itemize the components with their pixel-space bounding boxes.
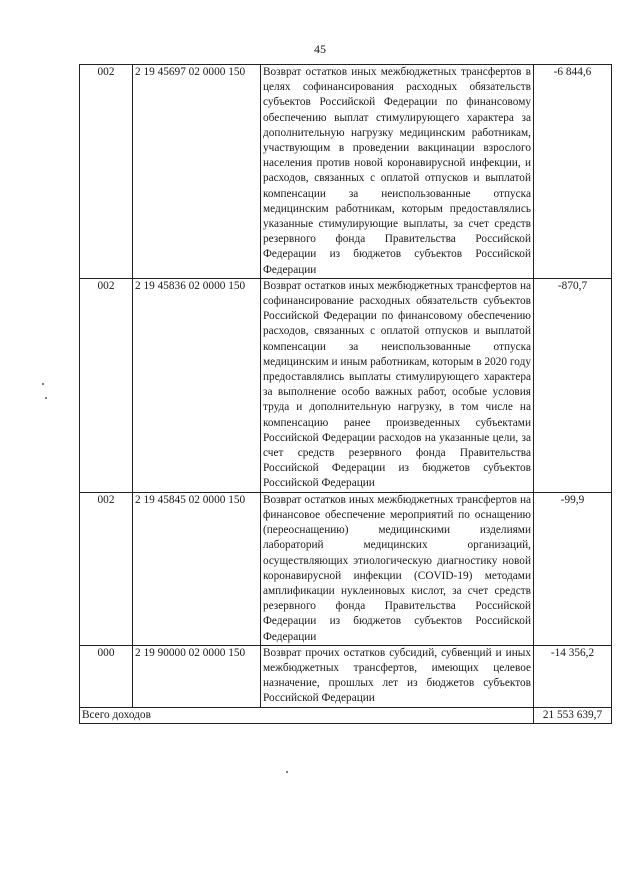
amount-cell: -14 356,2	[534, 645, 612, 707]
total-label: Всего доходов	[80, 707, 534, 723]
scan-speck	[286, 771, 288, 773]
revenue-name-cell: Возврат прочих остатков субсидий, субвенций и иных межбюджетных трансфертов, имеющих целевое назначение, прошлых лет из бюджетов субъектов Российской Федерации	[261, 645, 534, 707]
revenue-table	[79, 64, 612, 724]
scan-speck	[45, 397, 47, 399]
admin-code-cell: 002	[80, 278, 133, 492]
total-row	[80, 707, 612, 723]
scan-speck	[42, 383, 44, 385]
kbk-code-cell: 2 19 45697 02 0000 150	[133, 65, 261, 279]
admin-code-cell: 002	[80, 492, 133, 645]
total-amount: 21 553 639,7	[534, 707, 612, 723]
kbk-code-cell: 2 19 45836 02 0000 150	[133, 278, 261, 492]
amount-cell: -870,7	[534, 278, 612, 492]
page-number: 45	[314, 42, 326, 56]
revenue-name-cell: Возврат остатков иных межбюджетных трансфертов на софинансирование расходных обязательств субъектов Российской Федерации по финансовому обеспечению расходов, связанных с оплатой отпусков и выплатой компенсации за неиспользованные отпуска медицинским и иным работникам, которым в 2020 году предоставлялись выплаты стимулирующего характера за выполнение особо важных работ, особые условия труда и дополнительную нагрузку, в том числе на компенсацию ранее произведенных субъектами Российской Федерации расходов на указанные цели, за счет средств резервного фонда Правительства Российской Федерации из бюджетов субъектов Российской Федерации	[261, 278, 534, 492]
kbk-code-cell: 2 19 45845 02 0000 150	[133, 492, 261, 645]
admin-code-cell: 002	[80, 65, 133, 279]
table-row	[80, 492, 612, 645]
table-row	[80, 645, 612, 707]
admin-code-cell: 000	[80, 645, 133, 707]
revenue-name-cell: Возврат остатков иных межбюджетных трансфертов в целях софинансирования расходных обязательств субъектов Российской Федерации по финансовому обеспечению выплат стимулирующего характера за дополнительную нагрузку медицинским работникам, участвующим в проведении вакцинации взрослого населения против новой коронавирусной инфекции, и расходов, связанных с оплатой отпусков и выплатой компенсации за неиспользованные отпуска медицинским работникам, которым предоставлялись указанные стимулирующие выплаты, за счет средств резервного фонда Правительства Российской Федерации из бюджетов субъектов Российской Федерации	[261, 65, 534, 279]
kbk-code-cell: 2 19 90000 02 0000 150	[133, 645, 261, 707]
amount-cell: -6 844,6	[534, 65, 612, 279]
table-row	[80, 65, 612, 279]
revenue-name-cell: Возврат остатков иных межбюджетных трансфертов на финансовое обеспечение мероприятий по оснащению (переоснащению) медицинскими изделиями лабораторий медицинских организаций, осуществляющих этиологическую диагностику новой коронавирусной инфекции (COVID-19) методами амплификации нуклеиновых кислот, за счет средств резервного фонда Правительства Российской Федерации из бюджетов субъектов Российской Федерации	[261, 492, 534, 645]
table-row	[80, 278, 612, 492]
amount-cell: -99,9	[534, 492, 612, 645]
